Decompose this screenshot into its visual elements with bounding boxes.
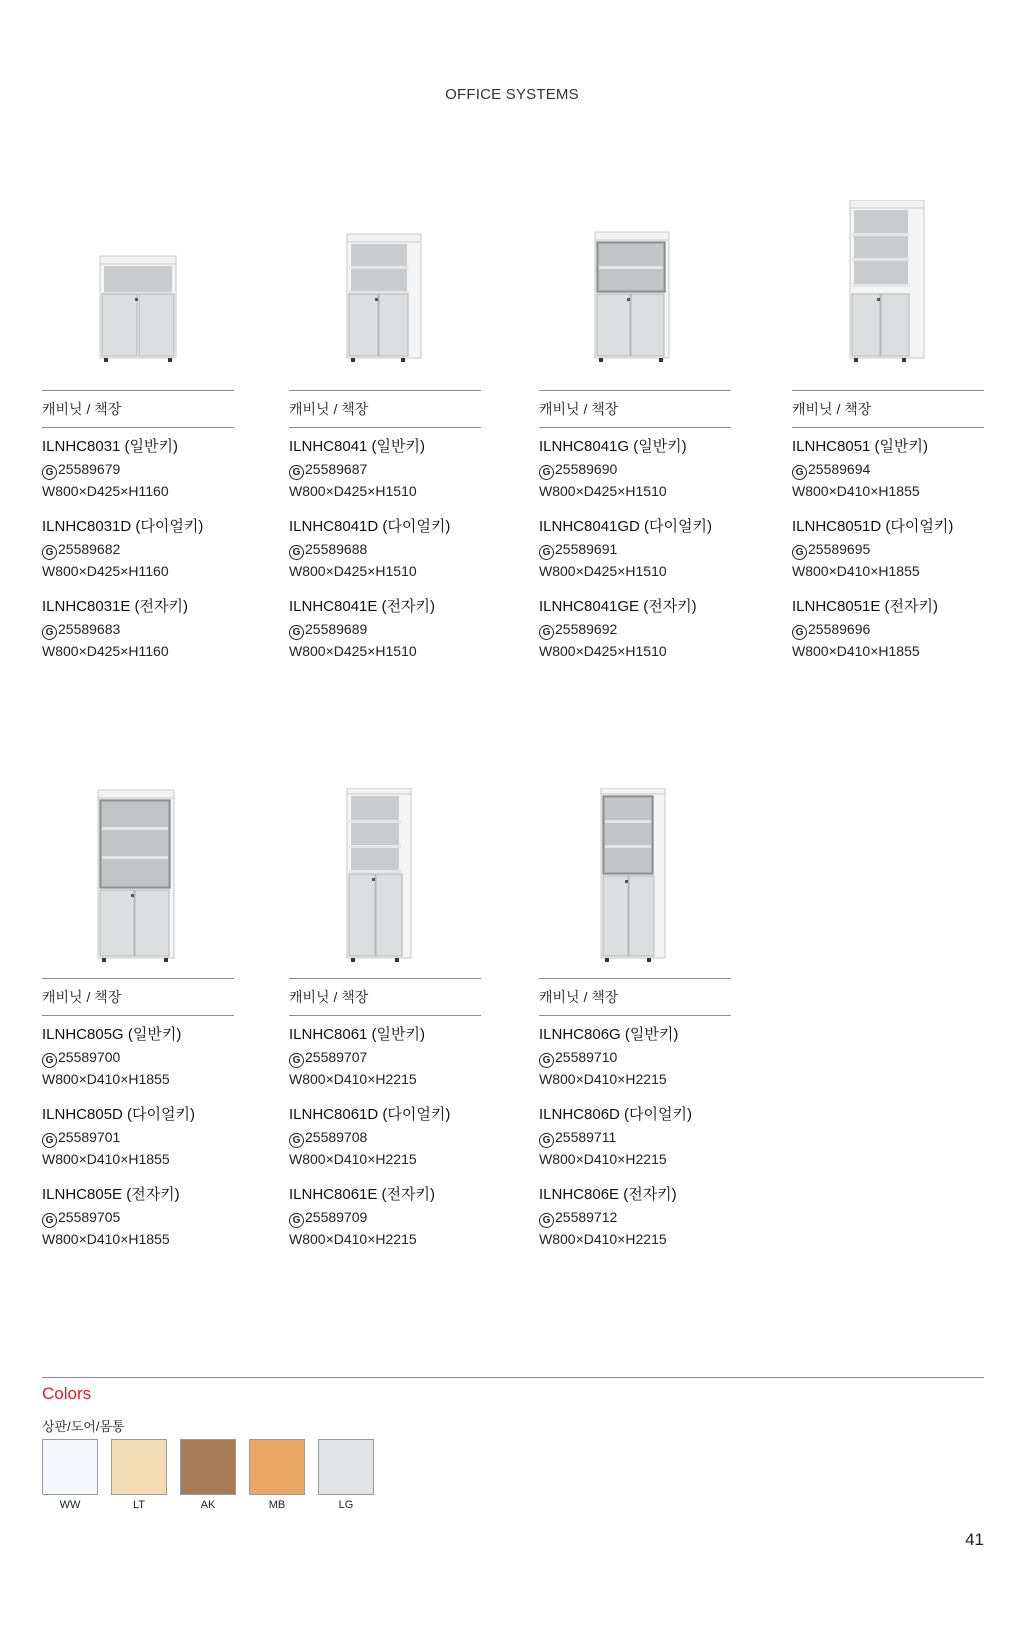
variant (289, 436, 481, 502)
colors-section (42, 1377, 984, 1511)
g-code: G 25589690 (539, 458, 731, 480)
g-code: G 25589712 (539, 1206, 731, 1228)
dimensions: W800×D425×H1160 (42, 483, 169, 499)
swatch-ww (42, 1439, 98, 1511)
variant (289, 516, 481, 582)
dimensions: W800×D425×H1160 (42, 563, 169, 579)
g-mark-icon: G (539, 1213, 554, 1228)
model-name: ILNHC8051D (다이얼키) (792, 518, 954, 535)
g-code: G 25589700 (42, 1046, 234, 1068)
variant (792, 516, 984, 582)
g-code: G 25589708 (289, 1126, 481, 1148)
swatch-lg (318, 1439, 374, 1511)
model-name: ILNHC8041G (일반키) (539, 438, 687, 455)
page-header: OFFICE SYSTEMS (445, 86, 579, 103)
variant (42, 1184, 234, 1250)
swatch-lt (111, 1439, 167, 1511)
g-code: G 25589682 (42, 538, 234, 560)
g-code: G 25589694 (792, 458, 984, 480)
g-mark-icon: G (42, 465, 57, 480)
cabinet-image (42, 788, 234, 978)
g-code: G 25589688 (289, 538, 481, 560)
product-category: 캐비닛 / 책장 (289, 978, 481, 1016)
g-code: G 25589691 (539, 538, 731, 560)
g-mark-icon: G (792, 545, 807, 560)
g-code: G 25589689 (289, 618, 481, 640)
swatch-mb (249, 1439, 305, 1511)
swatch-label: MB (268, 1499, 286, 1511)
g-mark-icon: G (289, 1053, 304, 1068)
variant (42, 436, 234, 502)
variant (289, 1104, 481, 1170)
g-mark-icon: G (539, 625, 554, 640)
color-swatch (42, 1439, 98, 1495)
g-mark-icon: G (289, 545, 304, 560)
dimensions: W800×D425×H1510 (289, 563, 417, 579)
swatch-label: LG (338, 1499, 354, 1511)
g-mark-icon: G (792, 465, 807, 480)
cabinet-image (539, 788, 731, 978)
product-category: 캐비닛 / 책장 (289, 390, 481, 428)
g-code: G 25589710 (539, 1046, 731, 1068)
dimensions: W800×D410×H1855 (42, 1231, 170, 1247)
model-name: ILNHC8041GD (다이얼키) (539, 518, 712, 535)
model-name: ILNHC806E (전자키) (539, 1186, 677, 1203)
variant (539, 1104, 731, 1170)
model-name: ILNHC805D (다이얼키) (42, 1106, 195, 1123)
color-swatch (180, 1439, 236, 1495)
model-name: ILNHC8041 (일반키) (289, 438, 426, 455)
product-category: 캐비닛 / 책장 (539, 390, 731, 428)
cabinet-image (792, 200, 984, 390)
product-category: 캐비닛 / 책장 (42, 390, 234, 428)
g-code: G 25589705 (42, 1206, 234, 1228)
variant (539, 596, 731, 662)
g-mark-icon: G (539, 1133, 554, 1148)
g-code: G 25589695 (792, 538, 984, 560)
cabinet-image (539, 200, 731, 390)
dimensions: W800×D410×H2215 (289, 1151, 417, 1167)
product-card (792, 200, 984, 676)
g-mark-icon: G (539, 1053, 554, 1068)
model-name: ILNHC8061 (일반키) (289, 1026, 426, 1043)
page-number: 41 (965, 1530, 984, 1549)
variant (42, 1104, 234, 1170)
g-code: G 25589683 (42, 618, 234, 640)
product-card (42, 788, 234, 1264)
g-mark-icon: G (289, 465, 304, 480)
variant (792, 436, 984, 502)
dimensions: W800×D425×H1510 (539, 643, 667, 659)
g-mark-icon: G (42, 1133, 57, 1148)
model-name: ILNHC8041GE (전자키) (539, 598, 697, 615)
dimensions: W800×D425×H1510 (289, 483, 417, 499)
variant (539, 436, 731, 502)
product-category: 캐비닛 / 책장 (539, 978, 731, 1016)
g-mark-icon: G (42, 1213, 57, 1228)
dimensions: W800×D410×H1855 (42, 1071, 170, 1087)
dimensions: W800×D410×H1855 (792, 643, 920, 659)
dimensions: W800×D425×H1510 (539, 563, 667, 579)
dimensions: W800×D425×H1160 (42, 643, 169, 659)
g-code: G 25589679 (42, 458, 234, 480)
product-card (42, 200, 234, 676)
swatch-ak (180, 1439, 236, 1511)
color-swatch (318, 1439, 374, 1495)
cabinet-image (289, 788, 481, 978)
g-mark-icon: G (42, 1053, 57, 1068)
g-mark-icon: G (539, 465, 554, 480)
product-card (539, 200, 731, 676)
model-name: ILNHC8031E (전자키) (42, 598, 189, 615)
swatch-label: LT (132, 1499, 146, 1511)
variant (539, 1184, 731, 1250)
dimensions: W800×D410×H2215 (539, 1231, 667, 1247)
dimensions: W800×D425×H1510 (289, 643, 417, 659)
product-card (289, 200, 481, 676)
g-mark-icon: G (42, 625, 57, 640)
model-name: ILNHC8041E (전자키) (289, 598, 436, 615)
color-swatch (111, 1439, 167, 1495)
product-card (289, 788, 481, 1264)
model-name: ILNHC806G (일반키) (539, 1026, 679, 1043)
g-code: G 25589687 (289, 458, 481, 480)
model-name: ILNHC8061E (전자키) (289, 1186, 436, 1203)
g-mark-icon: G (792, 625, 807, 640)
colors-title: Colors (42, 1384, 92, 1403)
variant (42, 596, 234, 662)
model-name: ILNHC805E (전자키) (42, 1186, 180, 1203)
color-swatch (249, 1439, 305, 1495)
g-code: G 25589701 (42, 1126, 234, 1148)
dimensions: W800×D410×H2215 (289, 1071, 417, 1087)
product-card (539, 788, 731, 1264)
g-code: G 25589696 (792, 618, 984, 640)
g-code: G 25589707 (289, 1046, 481, 1068)
cabinet-image (42, 200, 234, 390)
dimensions: W800×D410×H1855 (42, 1151, 170, 1167)
model-name: ILNHC805G (일반키) (42, 1026, 182, 1043)
g-mark-icon: G (289, 1133, 304, 1148)
variant (539, 1024, 731, 1090)
swatch-label: AK (200, 1499, 216, 1511)
model-name: ILNHC806D (다이얼키) (539, 1106, 692, 1123)
swatch-label: WW (59, 1499, 81, 1511)
colors-subtitle: 상판/도어/몸통 (42, 1419, 125, 1434)
variant (42, 1024, 234, 1090)
g-mark-icon: G (289, 1213, 304, 1228)
dimensions: W800×D410×H2215 (539, 1151, 667, 1167)
model-name: ILNHC8051 (일반키) (792, 438, 929, 455)
variant (792, 596, 984, 662)
variant (42, 516, 234, 582)
g-code: G 25589711 (539, 1126, 731, 1148)
g-code: G 25589692 (539, 618, 731, 640)
g-code: G 25589709 (289, 1206, 481, 1228)
dimensions: W800×D410×H2215 (539, 1071, 667, 1087)
variant (289, 1024, 481, 1090)
model-name: ILNHC8041D (다이얼키) (289, 518, 451, 535)
dimensions: W800×D410×H2215 (289, 1231, 417, 1247)
variant (289, 1184, 481, 1250)
cabinet-image (289, 200, 481, 390)
g-mark-icon: G (289, 625, 304, 640)
model-name: ILNHC8061D (다이얼키) (289, 1106, 451, 1123)
swatch-list (42, 1439, 984, 1511)
variant (289, 596, 481, 662)
model-name: ILNHC8031D (다이얼키) (42, 518, 204, 535)
dimensions: W800×D410×H1855 (792, 563, 920, 579)
product-category: 캐비닛 / 책장 (42, 978, 234, 1016)
dimensions: W800×D425×H1510 (539, 483, 667, 499)
dimensions: W800×D410×H1855 (792, 483, 920, 499)
variant (539, 516, 731, 582)
product-category: 캐비닛 / 책장 (792, 390, 984, 428)
g-mark-icon: G (539, 545, 554, 560)
g-mark-icon: G (42, 545, 57, 560)
model-name: ILNHC8031 (일반키) (42, 438, 179, 455)
model-name: ILNHC8051E (전자키) (792, 598, 939, 615)
